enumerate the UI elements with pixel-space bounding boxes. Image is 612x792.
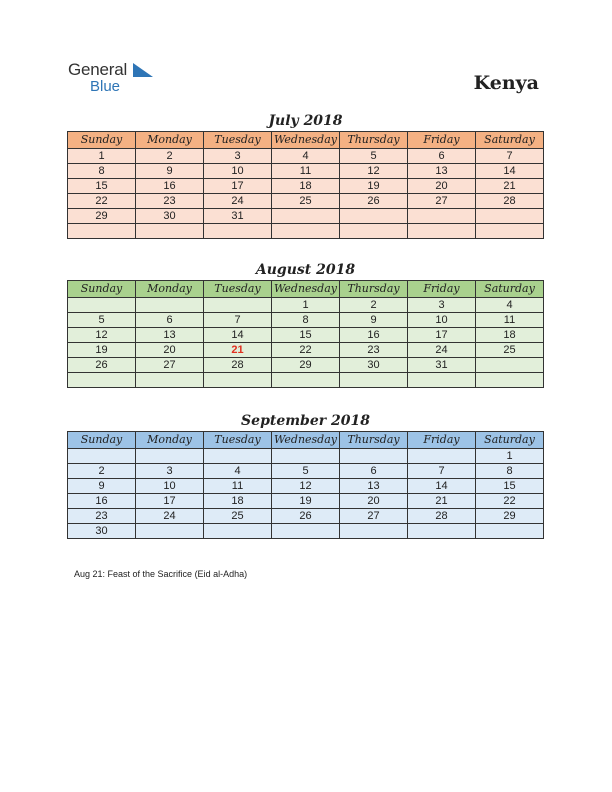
week-row xyxy=(68,479,544,494)
day-cell: 5 xyxy=(68,313,136,328)
calendar-table xyxy=(67,131,544,239)
day-cell: 2 xyxy=(340,298,408,313)
day-cell: 17 xyxy=(136,494,204,509)
day-cell: 15 xyxy=(476,479,544,494)
day-cell xyxy=(136,224,204,239)
day-cell: 27 xyxy=(136,358,204,373)
week-row xyxy=(68,194,544,209)
day-cell xyxy=(204,449,272,464)
day-cell: 24 xyxy=(204,194,272,209)
day-cell: 19 xyxy=(272,494,340,509)
day-cell: 13 xyxy=(408,164,476,179)
weekday-header: Wednesday xyxy=(272,281,340,298)
day-cell: 13 xyxy=(136,328,204,343)
month-september xyxy=(67,411,544,539)
day-cell: 20 xyxy=(340,494,408,509)
day-cell xyxy=(204,224,272,239)
day-cell: 12 xyxy=(272,479,340,494)
day-cell xyxy=(272,209,340,224)
day-cell xyxy=(408,209,476,224)
logo-blue-text: Blue xyxy=(90,78,121,95)
week-row xyxy=(68,464,544,479)
day-cell: 19 xyxy=(340,179,408,194)
day-cell: 28 xyxy=(408,509,476,524)
logo xyxy=(68,60,168,96)
week-row xyxy=(68,373,544,388)
weekday-header: Sunday xyxy=(68,132,136,149)
weekday-header-row xyxy=(68,132,544,149)
day-cell: 24 xyxy=(408,343,476,358)
week-row xyxy=(68,328,544,343)
day-cell: 15 xyxy=(68,179,136,194)
day-cell: 4 xyxy=(476,298,544,313)
day-cell: 15 xyxy=(272,328,340,343)
day-cell: 7 xyxy=(204,313,272,328)
day-cell xyxy=(476,373,544,388)
day-cell: 31 xyxy=(204,209,272,224)
day-cell: 18 xyxy=(476,328,544,343)
day-cell: 26 xyxy=(272,509,340,524)
day-cell: 14 xyxy=(476,164,544,179)
week-row xyxy=(68,313,544,328)
day-cell: 10 xyxy=(204,164,272,179)
calendar-table xyxy=(67,431,544,539)
day-cell: 1 xyxy=(476,449,544,464)
day-cell: 25 xyxy=(476,343,544,358)
day-cell: 20 xyxy=(408,179,476,194)
holiday-day-cell: 21 xyxy=(204,343,272,358)
holiday-note: Aug 21: Feast of the Sacrifice (Eid al-Adha) xyxy=(74,569,248,579)
day-cell xyxy=(272,373,340,388)
weekday-header: Thursday xyxy=(340,432,408,449)
weekday-header: Wednesday xyxy=(272,432,340,449)
week-row xyxy=(68,149,544,164)
weekday-header: Saturday xyxy=(476,132,544,149)
day-cell: 2 xyxy=(68,464,136,479)
day-cell: 23 xyxy=(136,194,204,209)
week-row xyxy=(68,209,544,224)
weekday-header: Sunday xyxy=(68,432,136,449)
day-cell: 17 xyxy=(408,328,476,343)
month-title: September 2018 xyxy=(241,413,370,429)
day-cell: 6 xyxy=(408,149,476,164)
day-cell: 11 xyxy=(272,164,340,179)
day-cell: 16 xyxy=(136,179,204,194)
day-cell xyxy=(136,373,204,388)
day-cell: 18 xyxy=(272,179,340,194)
day-cell: 19 xyxy=(68,343,136,358)
weekday-header: Wednesday xyxy=(272,132,340,149)
weekday-header: Tuesday xyxy=(204,281,272,298)
logo-triangle-icon xyxy=(133,63,153,78)
day-cell xyxy=(476,209,544,224)
day-cell: 7 xyxy=(476,149,544,164)
day-cell xyxy=(408,449,476,464)
weekday-header: Saturday xyxy=(476,432,544,449)
day-cell xyxy=(204,373,272,388)
weekday-header: Monday xyxy=(136,432,204,449)
day-cell: 25 xyxy=(204,509,272,524)
day-cell: 10 xyxy=(408,313,476,328)
day-cell: 26 xyxy=(340,194,408,209)
day-cell: 8 xyxy=(476,464,544,479)
day-cell: 23 xyxy=(68,509,136,524)
day-cell xyxy=(204,524,272,539)
day-cell: 11 xyxy=(476,313,544,328)
day-cell: 29 xyxy=(476,509,544,524)
day-cell: 21 xyxy=(476,179,544,194)
day-cell: 12 xyxy=(68,328,136,343)
day-cell xyxy=(68,373,136,388)
day-cell: 28 xyxy=(476,194,544,209)
weekday-header: Tuesday xyxy=(204,132,272,149)
day-cell: 30 xyxy=(340,358,408,373)
week-row xyxy=(68,494,544,509)
month-title: August 2018 xyxy=(255,262,356,278)
day-cell xyxy=(408,373,476,388)
day-cell xyxy=(408,524,476,539)
week-row xyxy=(68,179,544,194)
day-cell: 8 xyxy=(272,313,340,328)
day-cell xyxy=(136,298,204,313)
day-cell xyxy=(408,224,476,239)
day-cell: 14 xyxy=(408,479,476,494)
day-cell: 18 xyxy=(204,494,272,509)
day-cell: 6 xyxy=(136,313,204,328)
day-cell xyxy=(340,449,408,464)
day-cell: 25 xyxy=(272,194,340,209)
day-cell xyxy=(272,524,340,539)
day-cell: 16 xyxy=(340,328,408,343)
weekday-header: Monday xyxy=(136,132,204,149)
weekday-header-row xyxy=(68,432,544,449)
day-cell: 9 xyxy=(136,164,204,179)
week-row xyxy=(68,449,544,464)
day-cell xyxy=(340,224,408,239)
day-cell: 14 xyxy=(204,328,272,343)
day-cell: 30 xyxy=(136,209,204,224)
day-cell: 23 xyxy=(340,343,408,358)
day-cell: 4 xyxy=(272,149,340,164)
day-cell xyxy=(68,224,136,239)
day-cell: 10 xyxy=(136,479,204,494)
day-cell: 16 xyxy=(68,494,136,509)
day-cell xyxy=(272,449,340,464)
weekday-header: Friday xyxy=(408,432,476,449)
day-cell xyxy=(340,524,408,539)
day-cell: 11 xyxy=(204,479,272,494)
week-row xyxy=(68,524,544,539)
day-cell xyxy=(340,209,408,224)
day-cell: 17 xyxy=(204,179,272,194)
weekday-header: Friday xyxy=(408,281,476,298)
weekday-header: Tuesday xyxy=(204,432,272,449)
day-cell: 31 xyxy=(408,358,476,373)
weekday-header: Thursday xyxy=(340,281,408,298)
day-cell xyxy=(136,524,204,539)
country-title: Kenya xyxy=(473,72,539,94)
month-title: July 2018 xyxy=(268,113,343,129)
day-cell: 12 xyxy=(340,164,408,179)
day-cell: 29 xyxy=(272,358,340,373)
day-cell: 1 xyxy=(68,149,136,164)
day-cell xyxy=(272,224,340,239)
day-cell: 9 xyxy=(340,313,408,328)
logo-general-text: General xyxy=(68,60,128,79)
day-cell: 29 xyxy=(68,209,136,224)
day-cell xyxy=(204,298,272,313)
day-cell: 28 xyxy=(204,358,272,373)
day-cell: 22 xyxy=(68,194,136,209)
weekday-header: Saturday xyxy=(476,281,544,298)
weekday-header: Friday xyxy=(408,132,476,149)
day-cell xyxy=(476,524,544,539)
day-cell: 9 xyxy=(68,479,136,494)
day-cell: 3 xyxy=(408,298,476,313)
day-cell: 8 xyxy=(68,164,136,179)
week-row xyxy=(68,164,544,179)
day-cell: 13 xyxy=(340,479,408,494)
calendar-table xyxy=(67,280,544,388)
day-cell xyxy=(68,298,136,313)
week-row xyxy=(68,358,544,373)
day-cell: 30 xyxy=(68,524,136,539)
weekday-header: Thursday xyxy=(340,132,408,149)
day-cell: 4 xyxy=(204,464,272,479)
day-cell xyxy=(476,358,544,373)
day-cell: 20 xyxy=(136,343,204,358)
day-cell xyxy=(68,449,136,464)
week-row xyxy=(68,298,544,313)
day-cell: 3 xyxy=(204,149,272,164)
month-august xyxy=(67,260,544,388)
weekday-header: Monday xyxy=(136,281,204,298)
day-cell: 1 xyxy=(272,298,340,313)
day-cell: 22 xyxy=(272,343,340,358)
week-row xyxy=(68,224,544,239)
day-cell: 5 xyxy=(340,149,408,164)
weekday-header: Sunday xyxy=(68,281,136,298)
month-july xyxy=(67,111,544,239)
day-cell: 24 xyxy=(136,509,204,524)
week-row xyxy=(68,509,544,524)
weekday-header-row xyxy=(68,281,544,298)
day-cell: 27 xyxy=(408,194,476,209)
day-cell xyxy=(476,224,544,239)
day-cell: 5 xyxy=(272,464,340,479)
day-cell: 7 xyxy=(408,464,476,479)
day-cell: 21 xyxy=(408,494,476,509)
day-cell xyxy=(136,449,204,464)
day-cell: 22 xyxy=(476,494,544,509)
day-cell: 6 xyxy=(340,464,408,479)
day-cell: 26 xyxy=(68,358,136,373)
day-cell xyxy=(340,373,408,388)
day-cell: 2 xyxy=(136,149,204,164)
week-row xyxy=(68,343,544,358)
day-cell: 3 xyxy=(136,464,204,479)
day-cell: 27 xyxy=(340,509,408,524)
